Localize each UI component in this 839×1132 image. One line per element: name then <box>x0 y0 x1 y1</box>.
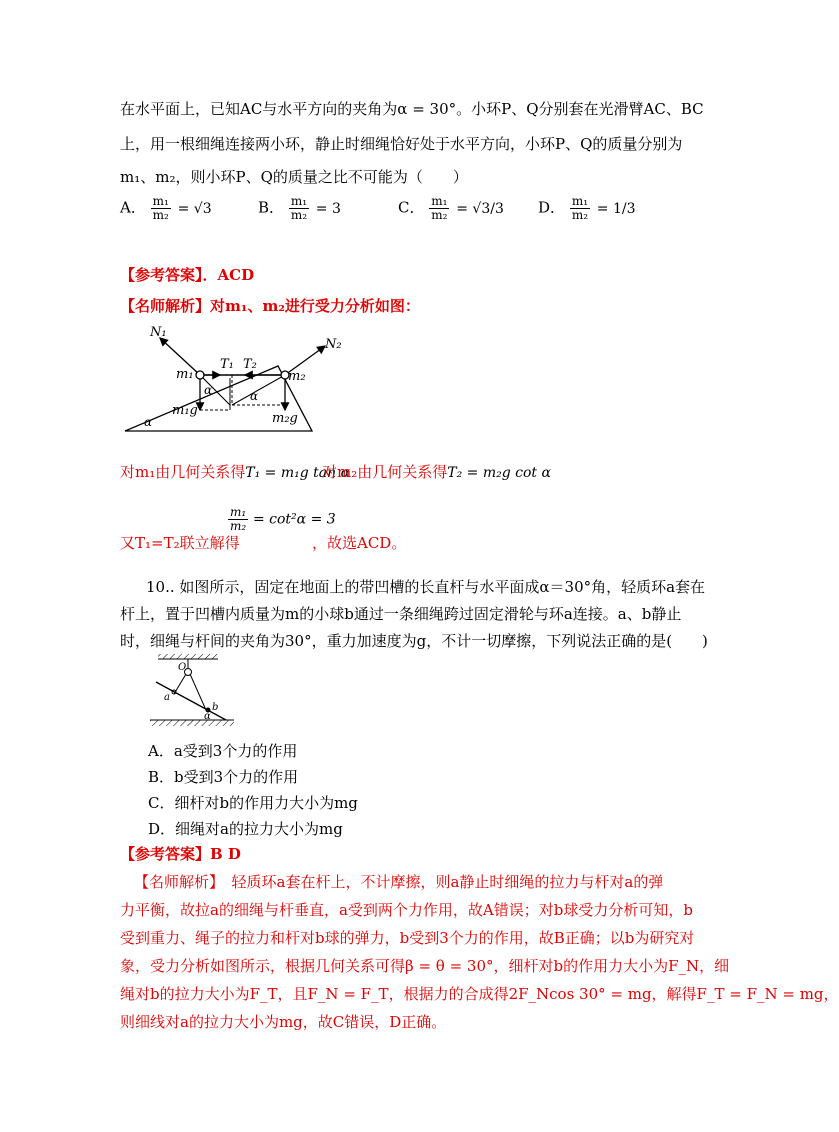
option-letter: C． <box>398 198 425 217</box>
label-alpha: α <box>204 711 211 722</box>
geo1-equation: T₁ = m₁g tan α <box>245 465 351 481</box>
fraction-den: m₂ <box>230 519 247 534</box>
fraction-den: m₂ <box>431 208 448 223</box>
ring-m1 <box>196 371 204 379</box>
fraction <box>429 195 449 222</box>
q10-line-2: 杆上，置于凹槽内质量为m的小球b通过一条细绳跨过固定滑轮与环a连接。a、b静止 <box>120 605 682 623</box>
label-n1: N₁ <box>150 325 167 340</box>
final-equation <box>228 506 336 533</box>
q9-force-diagram <box>120 318 342 436</box>
q10-analysis-line-3: 受到重力、绳子的拉力和杆对b球的弹力，b受到3个力的作用，故B正确；以b为研究对 <box>120 929 695 947</box>
fraction-num: m₁ <box>571 194 589 208</box>
final-text: 又T₁=T₂联立解得 <box>120 534 240 552</box>
q9-option-d <box>538 195 636 222</box>
label-n2: N₂ <box>325 337 342 352</box>
geo-relation-m2 <box>322 461 551 482</box>
q10-option-b: B．b受到3个力的作用 <box>148 768 299 786</box>
fraction-num: m₁ <box>230 505 247 519</box>
fraction <box>151 195 171 222</box>
label-m2g: m₂g <box>272 411 298 426</box>
label-m1g: m₁g <box>172 403 198 418</box>
fraction <box>228 506 248 533</box>
fraction-num: m₁ <box>152 194 169 208</box>
fraction-den: m₂ <box>571 208 589 223</box>
fraction <box>289 195 309 222</box>
option-rhs: = √3/3 <box>456 200 504 217</box>
q10-analysis-line-1: 【名师解析】 轻质环a套在杆上，不计摩擦，则a静止时细绳的拉力与杆对a的弹 <box>134 873 664 891</box>
q9-line-1: 在水平面上，已知AC与水平方向的夹角为α = 30°。小环P、Q分别套在光滑臂AC、BC <box>120 100 704 118</box>
fraction-num: m₁ <box>431 194 448 208</box>
q10-option-c: C．细杆对b的作用力大小为mg <box>148 794 358 812</box>
q9-line-2: 上，用一根细绳连接两小环，静止时细绳恰好处于水平方向，小环P、Q的质量分别为 <box>120 135 683 153</box>
q10-line-3: 时，细绳与杆间的夹角为30°，重力加速度为g，不计一切摩擦，下列说法正确的是( ) <box>120 632 708 650</box>
q9-option-a <box>120 195 212 222</box>
label-o: O <box>178 662 187 673</box>
q9-option-b <box>258 195 341 222</box>
label-m2: m₂ <box>288 369 306 384</box>
fraction <box>570 195 590 222</box>
q9-analysis-heading: 【名师解析】对m₁、m₂进行受力分析如图： <box>120 297 420 315</box>
label-alpha-1: α <box>204 383 213 397</box>
q10-line-1: 10.. 如图所示，固定在地面上的带凹槽的长直杆与水平面成α＝30°角，轻质环a套在 <box>146 578 706 596</box>
q10-analysis-line-2: 力平衡，故拉a的细绳与杆垂直，a受到两个力作用，故A错误；对b球受力分析可知，b <box>120 901 693 919</box>
ceiling-hatch <box>158 654 218 659</box>
q10-analysis-line-5: 绳对b的拉力大小为F_T，且F_N = F_T，根据力的合成得2F_Ncos 30° = mg，解得F_T = F_N = mg， <box>120 985 839 1003</box>
label-a: a <box>164 692 170 703</box>
option-letter: B． <box>258 198 285 217</box>
q10-analysis-line-4: 象，受力分析如图所示，根据几何关系可得β = θ = 30°，细杆对b的作用力大小为F_N，细 <box>120 957 730 975</box>
label-alpha-3: α <box>144 415 153 429</box>
geo2-equation: T₂ = m₂g cot α <box>447 465 551 481</box>
q10-analysis-line-6: 则细线对a的拉力大小为mg，故C错误，D正确。 <box>120 1013 447 1031</box>
q10-figure <box>148 652 240 732</box>
label-alpha-2: α <box>250 389 259 403</box>
option-letter: D． <box>538 198 566 217</box>
q9-option-c <box>398 195 504 222</box>
q9-line-3: m₁、m₂，则小环P、Q的质量之比不可能为（ ） <box>120 168 468 186</box>
fraction-den: m₂ <box>290 208 308 223</box>
geo1-text: 对m₁由几何关系得 <box>120 463 246 481</box>
final-tail: ，故选ACD。 <box>312 534 407 552</box>
fraction-num: m₁ <box>290 194 308 208</box>
ground-hatch <box>150 720 234 726</box>
geo-relation-m1 <box>120 461 350 482</box>
n2-extension <box>232 375 285 405</box>
q10-answer: 【参考答案】B D <box>120 845 241 863</box>
option-letter: A． <box>120 198 146 217</box>
label-t2: T₂ <box>243 357 257 372</box>
label-t1: T₁ <box>220 357 234 372</box>
fraction-den: m₂ <box>152 208 169 223</box>
geo2-text: 对m₂由几何关系得 <box>322 463 448 481</box>
final-rhs: = cot²α = 3 <box>252 511 336 528</box>
q10-option-d: D．细绳对a的拉力大小为mg <box>148 820 343 838</box>
option-rhs: = 1/3 <box>596 200 636 217</box>
q9-answer: 【参考答案】．ACD <box>120 266 255 284</box>
label-b: b <box>212 702 219 713</box>
q10-option-a: A．a受到3个力的作用 <box>148 742 298 760</box>
option-rhs: = 3 <box>315 200 341 217</box>
option-rhs: = √3 <box>177 200 212 217</box>
label-m1: m₁ <box>176 367 194 382</box>
